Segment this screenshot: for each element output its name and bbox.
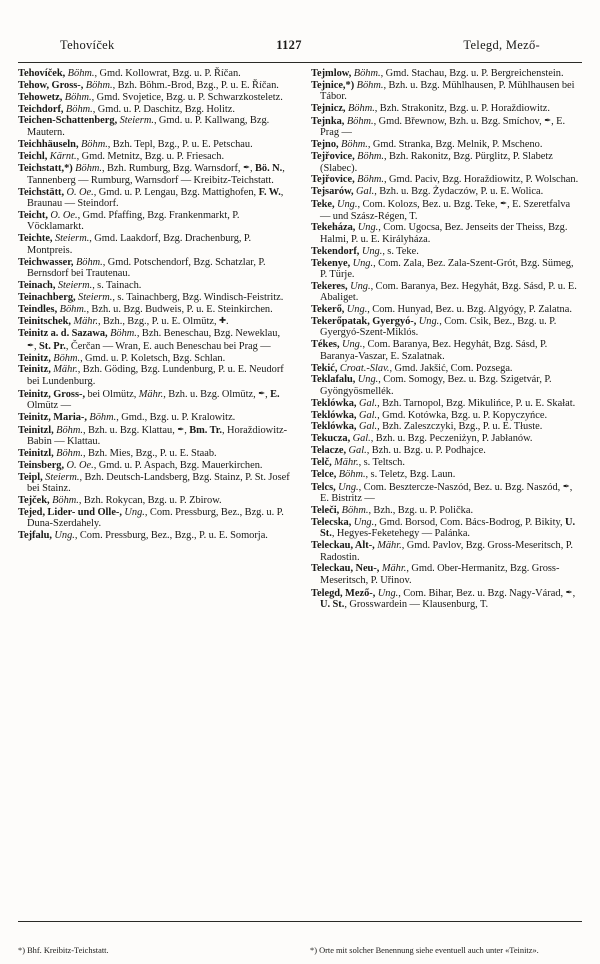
dictionary-entry: Teinsberg, O. Oe., Gmd. u. P. Aspach, Bzg. Mauerkirchen. [18, 459, 263, 471]
dictionary-entry: Tejnicz, Böhm., Bzh. Strakonitz, Bzg. u. P. Horaždiowitz. [311, 103, 550, 115]
dictionary-entry: Tekić, Croat.-Slav., Gmd. Jakšić, Com. Pozsega. [311, 362, 513, 374]
dictionary-entry: Tehovíček, Böhm., Gmd. Kollowrat, Bzg. u. P. Říčan. [18, 68, 241, 79]
dictionary-entry: Teichhäuseln, Böhm., Bzh. Tepl, Bzg., P. u. E. Petschau. [18, 138, 253, 150]
dictionary-entry: Tekerő, Ung., Com. Hunyad, Bez. u. Bzg. Algyógy, P. Zalatna. [311, 304, 572, 316]
dictionary-entry: Tejřovice, Böhm., Bzh. Rakonitz, Bzg. Pürglitz, P. Slabetz (Slabec). [311, 151, 553, 174]
dictionary-entry: Telacze, Gal., Bzh. u. Bzg. u. P. Podhajce. [311, 445, 486, 457]
dictionary-entry: Teichwasser, Böhm., Gmd. Potschendorf, Bzg. Schatzlar, P. Bernsdorf bei Trautenau. [18, 256, 266, 279]
dictionary-entry: Teinitz, Böhm., Gmd. u. P. Koletsch, Bzg. Schlan. [18, 352, 226, 364]
dictionary-entry: Teichte, Steierm., Gmd. Laakdorf, Bzg. Drachenburg, P. Montpreis. [18, 233, 252, 256]
dictionary-entry: Teinitz, Maria-, Böhm., Gmd., Bzg. u. P. Kralowitz. [18, 411, 236, 423]
dictionary-entry: Teinitz a. d. Sazawa, Böhm., Bzh. Beneschau, Bzg. Neweklau, ✒, St. Pr., Čerčan — Wran, E. auch Beneschau bei Prag — [18, 328, 281, 352]
header-left-catchword: Tehovíček [60, 38, 115, 52]
dictionary-entry: Tehowetz, Böhm., Gmd. Svojetice, Bzg. u. P. Schwarzkosteletz. [18, 91, 283, 103]
dictionary-entry: Teleči, Böhm., Bzh., Bzg. u. P. Polička. [311, 504, 474, 516]
dictionary-entry: Tejnice,*) Böhm., Bzh. u. Bzg. Mühlhausen, P. Mühlhausen bei Tábor. [311, 79, 575, 103]
footer-rule [18, 921, 582, 922]
dictionary-entry: Telcs, Ung., Com. Besztercze-Naszód, Bez. u. Bzg. Naszód, ✒, E. Bistritz — [311, 480, 573, 505]
dictionary-entry: Tekeres, Ung., Com. Baranya, Bez. Hegyhát, Bzg. Sásd, P. u. E. Abaliget. [311, 280, 577, 304]
dictionary-entry: Teke, Ung., Com. Kolozs, Bez. u. Bzg. Teke, ✒, E. Szeretfalva — und Szász-Régen, T. [311, 198, 571, 222]
dictionary-entry: Teleckau, Neu-, Mähr., Gmd. Ober-Hermanitz, Bzg. Gross-Meseritsch, P. Uřinov. [311, 563, 560, 586]
dictionary-entry: Teinach, Steierm., s. Tainach. [18, 279, 142, 291]
dictionary-entry: Tékes, Ung., Com. Baranya, Bez. Hegyhát, Bzg. Sásd, P. Baranya-Vaszar, E. Szalatnak. [311, 339, 548, 362]
dictionary-entry: Telegd, Mező-, Ung., Com. Bihar, Bez. u. Bzg. Nagy-Várad, ✒, U. St., Grosswardein — Klausenburg, T. [311, 586, 576, 611]
column-left [18, 68, 300, 918]
dictionary-entry: Tekenye, Ung., Com. Zala, Bez. Zala-Szent-Grót, Bzg. Sümeg, P. Türje. [311, 257, 574, 280]
dictionary-entry: Tekerőpatak, Gyergyó-, Ung., Com. Csik, Bez., Bzg. u. P. Gyergyó-Szent-Miklós. [311, 315, 557, 339]
dictionary-entry: Telce, Böhm., s. Teletz, Bzg. Laun. [311, 468, 456, 480]
dictionary-entry: Telč, Mähr., s. Teltsch. [311, 456, 405, 468]
dictionary-entry: Tejno, Böhm., Gmd. Stranka, Bzg. Melnik, P. Mscheno. [311, 139, 543, 151]
column-right [300, 68, 582, 918]
dictionary-entry: Teichstätt, O. Oe., Gmd. u. P. Lengau, Bzg. Mattighofen, F. W., Braunau — Steindorf. [18, 186, 284, 210]
dictionary-entry: Teichdorf, Böhm., Gmd. u. P. Daschitz, Bzg. Holitz. [18, 103, 235, 115]
dictionary-entry: Teichstatt,*) Böhm., Bzh. Rumburg, Bzg. Warnsdorf, ✒, Bö. N., Tannenberg — Rumburg, Warnsdorf — Kreibitz-Teichstatt. [18, 162, 285, 186]
dictionary-entry: Teklówka, Gal., Bzh. Zaleszczyki, Bzg., P. u. E. Tłuste. [311, 421, 543, 433]
dictionary-entry: Teinachberg, Steierm., s. Tainachberg, Bzg. Windisch-Feistritz. [18, 291, 284, 303]
dictionary-entry: Tekeháza, Ung., Com. Ugocsa, Bez. Jenseits der Theiss, Bzg. Halmi, P. u. E. Királyháza. [311, 222, 568, 245]
dictionary-entry: Tejřovice, Böhm., Gmd. Paciv, Bzg. Horaždiowitz, P. Wolschan. [311, 174, 579, 186]
dictionary-entry: Teichen-Schattenberg, Steierm., Gmd. u. P. Kallwang, Bzg. Mautern. [18, 115, 270, 138]
dictionary-entry: Teinitz, Mähr., Bzh. Göding, Bzg. Lundenburg, P. u. E. Neudorf bei Lundenburg. [18, 364, 284, 387]
dictionary-entry: Teicht, O. Oe., Gmd. Pfaffing, Bzg. Frankenmarkt, P. Vöcklamarkt. [18, 209, 240, 233]
dictionary-entry: Tejček, Böhm., Bzh. Rokycan, Bzg. u. P. Zbirow. [18, 495, 222, 507]
header-right-catchword: Telegd, Mező- [463, 38, 540, 52]
header-rule [18, 62, 582, 63]
dictionary-entry: Teipl, Steierm., Bzh. Deutsch-Landsberg, Bzg. Stainz, P. St. Josef bei Stainz. [18, 471, 290, 495]
footnote-left: *) Bhf. Kreibitz-Teichstatt. [18, 946, 109, 955]
dictionary-entry: Teklafalu, Ung., Com. Somogy, Bez. u. Bzg. Szigetvár, P. Gyöngyösmellék. [311, 374, 552, 397]
dictionary-entry: Tejfalu, Ung., Com. Pressburg, Bez., Bzg., P. u. E. Somorja. [18, 530, 268, 542]
two-column-body [18, 68, 582, 918]
dictionary-entry: Tejed, Lider- und Olle-, Ung., Com. Pressburg, Bez., Bzg. u. P. Duna-Szerdahely. [18, 506, 284, 530]
dictionary-entry: Tejnka, Böhm., Gmd. Břewnow, Bzh. u. Bzg. Smíchov, ✒, E. Prag — [311, 114, 566, 139]
dictionary-entry: Tehow, Gross-, Böhm., Bzh. Böhm.-Brod, Bzg., P. u. E. Říčan. [18, 79, 279, 91]
dictionary-entry: Teichl, Kärnt., Gmd. Metnitz, Bzg. u. P. Friesach. [18, 150, 225, 162]
dictionary-entry: Tekendorf, Ung., s. Teke. [311, 245, 419, 257]
footnote-right: *) Orte mit solcher Benennung siehe eventuell auch unter «Teinitz». [310, 946, 539, 955]
dictionary-entry: Tejsarów, Gal., Bzh. u. Bzg. Żydaczów, P. u. E. Wolica. [311, 186, 544, 198]
page-number: 1127 [276, 38, 302, 52]
dictionary-entry: Teindles, Böhm., Bzh. u. Bzg. Budweis, P. u. E. Steinkirchen. [18, 303, 273, 315]
dictionary-entry: Teinitz, Gross-, bei Olmütz, Mähr., Bzh. u. Bzg. Olmütz, ✒, E. Olmütz — [18, 387, 280, 412]
dictionary-entry: Teinitschek, Mähr., Bzh., Bzg., P. u. E. Olmütz, ✚. [18, 315, 229, 328]
dictionary-entry: Teklówka, Gal., Gmd. Kotówka, Bzg. u. P. Kopyczyńce. [311, 409, 548, 421]
dictionary-entry: Tejmlow, Böhm., Gmd. Stachau, Bzg. u. P. Bergreichenstein. [311, 68, 564, 79]
dictionary-entry: Teklówka, Gal., Bzh. Tarnopol, Bzg. Mikulińce, P. u. E. Skałat. [311, 397, 576, 409]
page-header [60, 38, 540, 56]
dictionary-entry: Telecska, Ung., Gmd. Borsod, Com. Bács-Bodrog, P. Bikity, U. St., Hegyes-Feketehegy — Palánka. [311, 516, 576, 540]
dictionary-entry: Tekucza, Gal., Bzh. u. Bzg. Peczeniżyn, P. Jabłanów. [311, 433, 533, 445]
dictionary-entry: Teinitzl, Böhm., Bzh. Mies, Bzg., P. u. E. Staab. [18, 448, 217, 460]
dictionary-entry: Teleckau, Alt-, Mähr., Gmd. Pavlov, Bzg. Gross-Meseritsch, P. Radostin. [311, 540, 573, 563]
dictionary-entry: Teinitzl, Böhm., Bzh. u. Bzg. Klattau, ✒, Bm. Tr., Horaždiowitz-Babin — Klattau. [18, 423, 288, 448]
footnotes [18, 946, 582, 956]
